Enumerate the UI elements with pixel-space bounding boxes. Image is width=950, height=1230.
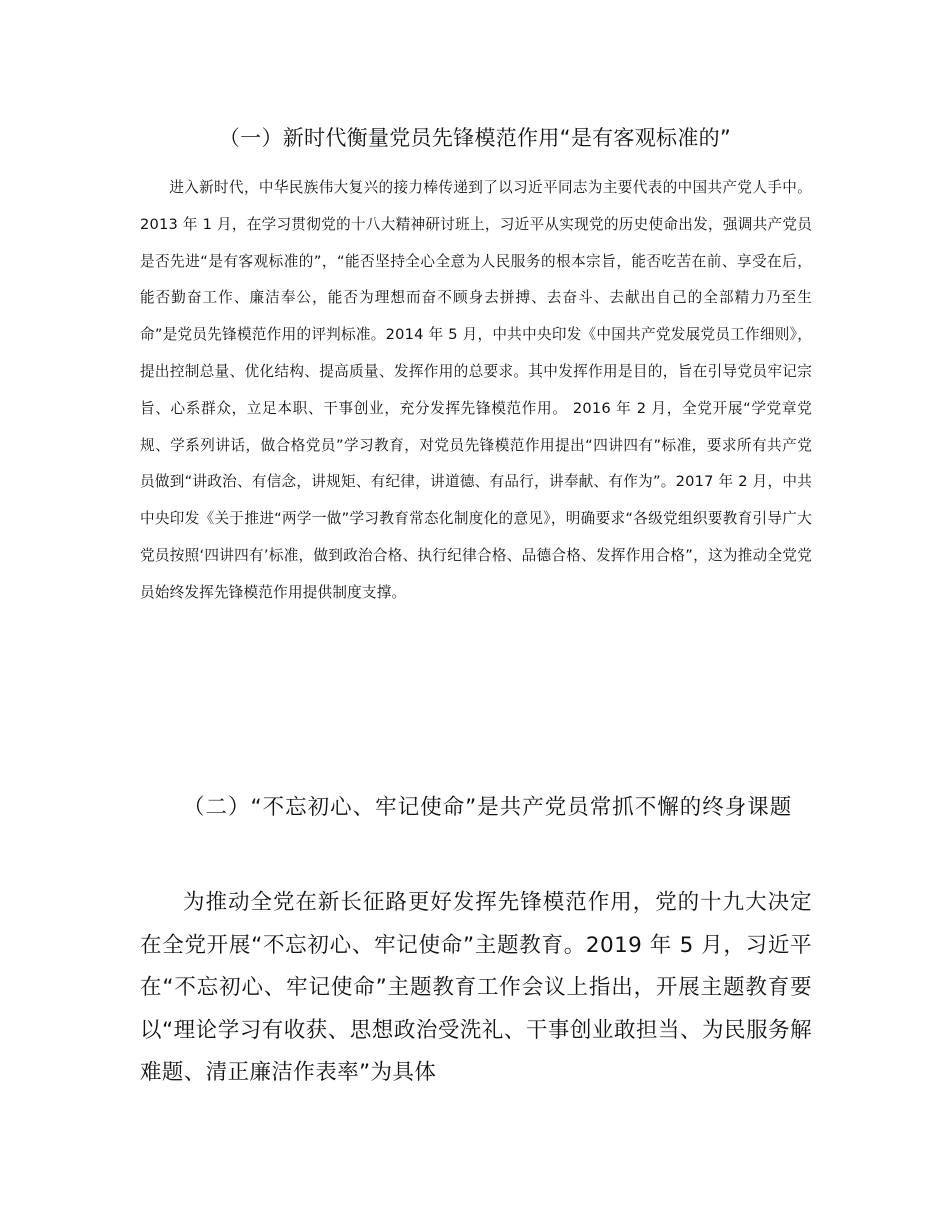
section-2-heading: （二）“不忘初心、牢记使命”是共产党员常抓不懈的终身课题: [183, 795, 793, 820]
section-1-heading: （一）新时代衡量党员先锋模范作用“是有客观标准的”: [218, 126, 732, 150]
section-2-paragraph: 为推动全党在新长征路更好发挥先锋模范作用，党的十九大决定在全党开展“不忘初心、牢记使命”主题教育。2019 年 5 月，习近平在“不忘初心、牢记使命”主题教育工作会议上指出，开展主题教育要以“理论学习有收获、思想政治受洗礼、干事创业敢担当、为民服务解难题、清正廉洁作表率”为具体: [140, 890, 812, 1086]
section-1-paragraph: 进入新时代，中华民族伟大复兴的接力棒传递到了以习近平同志为主要代表的中国共产党人手中。2013 年 1 月，在学习贯彻党的十八大精神研讨班上，习近平从实现党的历史使命出发，强调共产党员是否先进“是有客观标准的”，“能否坚持全心全意为人民服务的根本宗旨，能否吃苦在前、享受在后，能否勤奋工作、廉洁奉公，能否为理想而奋不顾身去拼搏、去奋斗、去献出自己的全部精力乃至生命”是党员先锋模范作用的评判标准。2014 年 5 月，中共中央印发《中国共产党发展党员工作细则》，提出控制总量、优化结构、提高质量、发挥作用的总要求。其中发挥作用是目的，旨在引导党员牢记宗旨、心系群众，立足本职、干事创业，充分发挥先锋模范作用。 2016 年 2 月，全党开展“学党章党规、学系列讲话，做合格党员”学习教育，对党员先锋模范作用提出“四讲四有”标准，要求所有共产党员做到“讲政治、有信念，讲规矩、有纪律，讲道德、有品行，讲奉献、有作为”。2017 年 2 月，中共中央印发《关于推进“两学一做”学习教育常态化制度化的意见》，明确要求“各级党组织要教育引导广大党员按照‘四讲四有’标准，做到政治合格、执行纪律合格、品德合格、发挥作用合格”，这为推动全党党员始终发挥先锋模范作用提供制度支撑。: [140, 179, 812, 601]
